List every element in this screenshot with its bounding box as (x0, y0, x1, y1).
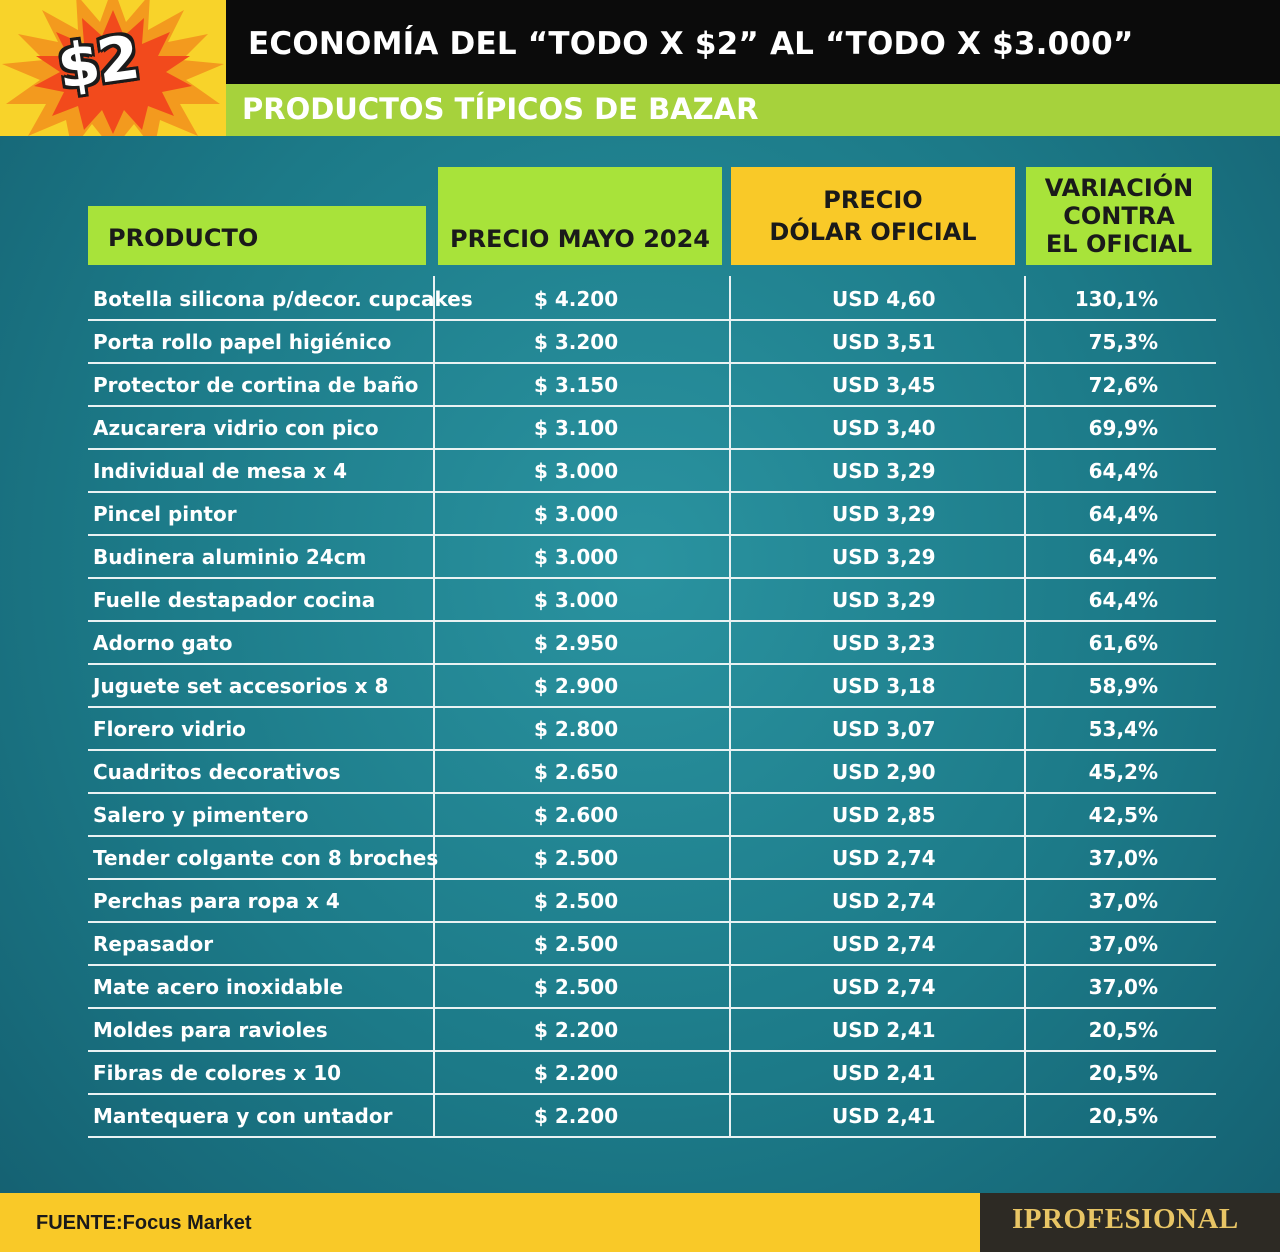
header-var-line2: CONTRA (1063, 202, 1175, 230)
cell-precio: $ 2.200 (534, 1104, 619, 1128)
table-row (88, 923, 1216, 966)
cell-producto: Moldes para ravioles (93, 1018, 328, 1042)
table-row (88, 880, 1216, 923)
cell-precio: $ 2.500 (534, 889, 619, 913)
cell-producto: Individual de mesa x 4 (93, 459, 348, 483)
cell-variacion: 37,0% (1088, 889, 1158, 913)
cell-producto: Mate acero inoxidable (93, 975, 344, 999)
cell-variacion: 72,6% (1088, 373, 1158, 397)
cell-producto: Budinera aluminio 24cm (93, 545, 367, 569)
header-producto (88, 206, 426, 265)
cell-precio: $ 3.150 (534, 373, 619, 397)
cell-variacion: 20,5% (1088, 1061, 1158, 1085)
cell-variacion: 37,0% (1088, 846, 1158, 870)
header-dolar-line2: DÓLAR OFICIAL (769, 218, 977, 246)
cell-variacion: 20,5% (1088, 1104, 1158, 1128)
header-dolar (731, 167, 1015, 265)
cell-precio: $ 3.000 (534, 459, 619, 483)
table-row (88, 622, 1216, 665)
cell-usd: USD 3,18 (832, 674, 936, 698)
cell-variacion: 42,5% (1088, 803, 1158, 827)
cell-usd: USD 2,41 (832, 1018, 936, 1042)
cell-producto: Botella silicona p/decor. cupcakes (93, 287, 473, 311)
cell-variacion: 45,2% (1088, 760, 1158, 784)
cell-precio: $ 2.650 (534, 760, 619, 784)
cell-precio: $ 2.950 (534, 631, 619, 655)
table-row (88, 1095, 1216, 1138)
table-row (88, 1052, 1216, 1095)
table-row (88, 751, 1216, 794)
cell-usd: USD 3,29 (832, 502, 936, 526)
cell-usd: USD 2,85 (832, 803, 936, 827)
cell-usd: USD 2,74 (832, 889, 936, 913)
cell-usd: USD 2,74 (832, 846, 936, 870)
table-body (88, 278, 1216, 1138)
cell-precio: $ 2.500 (534, 932, 619, 956)
table-row (88, 321, 1216, 364)
cell-producto: Mantequera y con untador (93, 1104, 393, 1128)
header-variacion (1026, 167, 1212, 265)
cell-usd: USD 2,74 (832, 975, 936, 999)
header-precio (438, 167, 722, 265)
cell-producto: Fuelle destapador cocina (93, 588, 376, 612)
table-row (88, 364, 1216, 407)
cell-precio: $ 3.000 (534, 588, 619, 612)
cell-precio: $ 2.200 (534, 1018, 619, 1042)
page-subtitle: PRODUCTOS TÍPICOS DE BAZAR (242, 92, 759, 126)
source-note: FUENTE:Focus Market (36, 1212, 252, 1234)
table-row (88, 579, 1216, 622)
table-row (88, 966, 1216, 1009)
cell-usd: USD 3,07 (832, 717, 936, 741)
cell-variacion: 58,9% (1088, 674, 1158, 698)
logo-badge (0, 0, 226, 136)
cell-usd: USD 3,29 (832, 459, 936, 483)
table-row (88, 708, 1216, 751)
header-var-line1: VARIACIÓN (1044, 174, 1194, 202)
cell-producto: Fibras de colores x 10 (93, 1061, 342, 1085)
header-dolar-line1: PRECIO (823, 186, 923, 214)
cell-variacion: 75,3% (1088, 330, 1158, 354)
cell-usd: USD 2,74 (832, 932, 936, 956)
table-row (88, 536, 1216, 579)
cell-producto: Cuadritos decorativos (93, 760, 341, 784)
cell-precio: $ 3.000 (534, 502, 619, 526)
table-row (88, 493, 1216, 536)
cell-usd: USD 3,51 (832, 330, 936, 354)
cell-variacion: 37,0% (1088, 975, 1158, 999)
table-row (88, 665, 1216, 708)
cell-variacion: 61,6% (1088, 631, 1158, 655)
cell-precio: $ 2.900 (534, 674, 619, 698)
cell-precio: $ 2.600 (534, 803, 619, 827)
cell-variacion: 64,4% (1088, 502, 1158, 526)
cell-variacion: 37,0% (1088, 932, 1158, 956)
cell-variacion: 130,1% (1074, 287, 1158, 311)
cell-precio: $ 3.000 (534, 545, 619, 569)
cell-precio: $ 2.800 (534, 717, 619, 741)
page-title: ECONOMÍA DEL “TODO X $2” AL “TODO X $3.000” (248, 26, 1134, 62)
cell-variacion: 64,4% (1088, 588, 1158, 612)
cell-usd: USD 3,23 (832, 631, 936, 655)
cell-producto: Florero vidrio (93, 717, 246, 741)
cell-usd: USD 3,29 (832, 545, 936, 569)
table-row (88, 450, 1216, 493)
cell-precio: $ 2.500 (534, 846, 619, 870)
cell-producto: Pincel pintor (93, 502, 237, 526)
cell-producto: Adorno gato (93, 631, 233, 655)
cell-variacion: 69,9% (1088, 416, 1158, 440)
cell-producto: Azucarera vidrio con pico (93, 416, 379, 440)
table-row (88, 407, 1216, 450)
cell-usd: USD 3,40 (832, 416, 936, 440)
cell-precio: $ 2.200 (534, 1061, 619, 1085)
table-row (88, 794, 1216, 837)
cell-producto: Tender colgante con 8 broches (93, 846, 439, 870)
cell-usd: USD 4,60 (832, 287, 936, 311)
cell-usd: USD 2,41 (832, 1061, 936, 1085)
table-row (88, 837, 1216, 880)
table-row (88, 278, 1216, 321)
cell-variacion: 64,4% (1088, 459, 1158, 483)
cell-variacion: 20,5% (1088, 1018, 1158, 1042)
cell-producto: Salero y pimentero (93, 803, 309, 827)
header-var-line3: EL OFICIAL (1045, 230, 1193, 258)
cell-usd: USD 3,29 (832, 588, 936, 612)
brand-logo: IPROFESIONAL (1012, 1203, 1239, 1235)
header-producto-label: PRODUCTO (108, 223, 259, 252)
cell-producto: Juguete set accesorios x 8 (93, 674, 389, 698)
header-precio-label: PRECIO MAYO 2024 (449, 225, 710, 253)
cell-producto: Porta rollo papel higiénico (93, 330, 392, 354)
table-row (88, 1009, 1216, 1052)
cell-precio: $ 2.500 (534, 975, 619, 999)
cell-precio: $ 3.200 (534, 330, 619, 354)
cell-precio: $ 4.200 (534, 287, 619, 311)
cell-producto: Perchas para ropa x 4 (93, 889, 340, 913)
cell-producto: Protector de cortina de baño (93, 373, 419, 397)
cell-producto: Repasador (93, 932, 214, 956)
cell-variacion: 53,4% (1088, 717, 1158, 741)
cell-usd: USD 2,41 (832, 1104, 936, 1128)
cell-variacion: 64,4% (1088, 545, 1158, 569)
cell-usd: USD 3,45 (832, 373, 936, 397)
logo-text: $2 (53, 22, 142, 104)
cell-usd: USD 2,90 (832, 760, 936, 784)
cell-precio: $ 3.100 (534, 416, 619, 440)
